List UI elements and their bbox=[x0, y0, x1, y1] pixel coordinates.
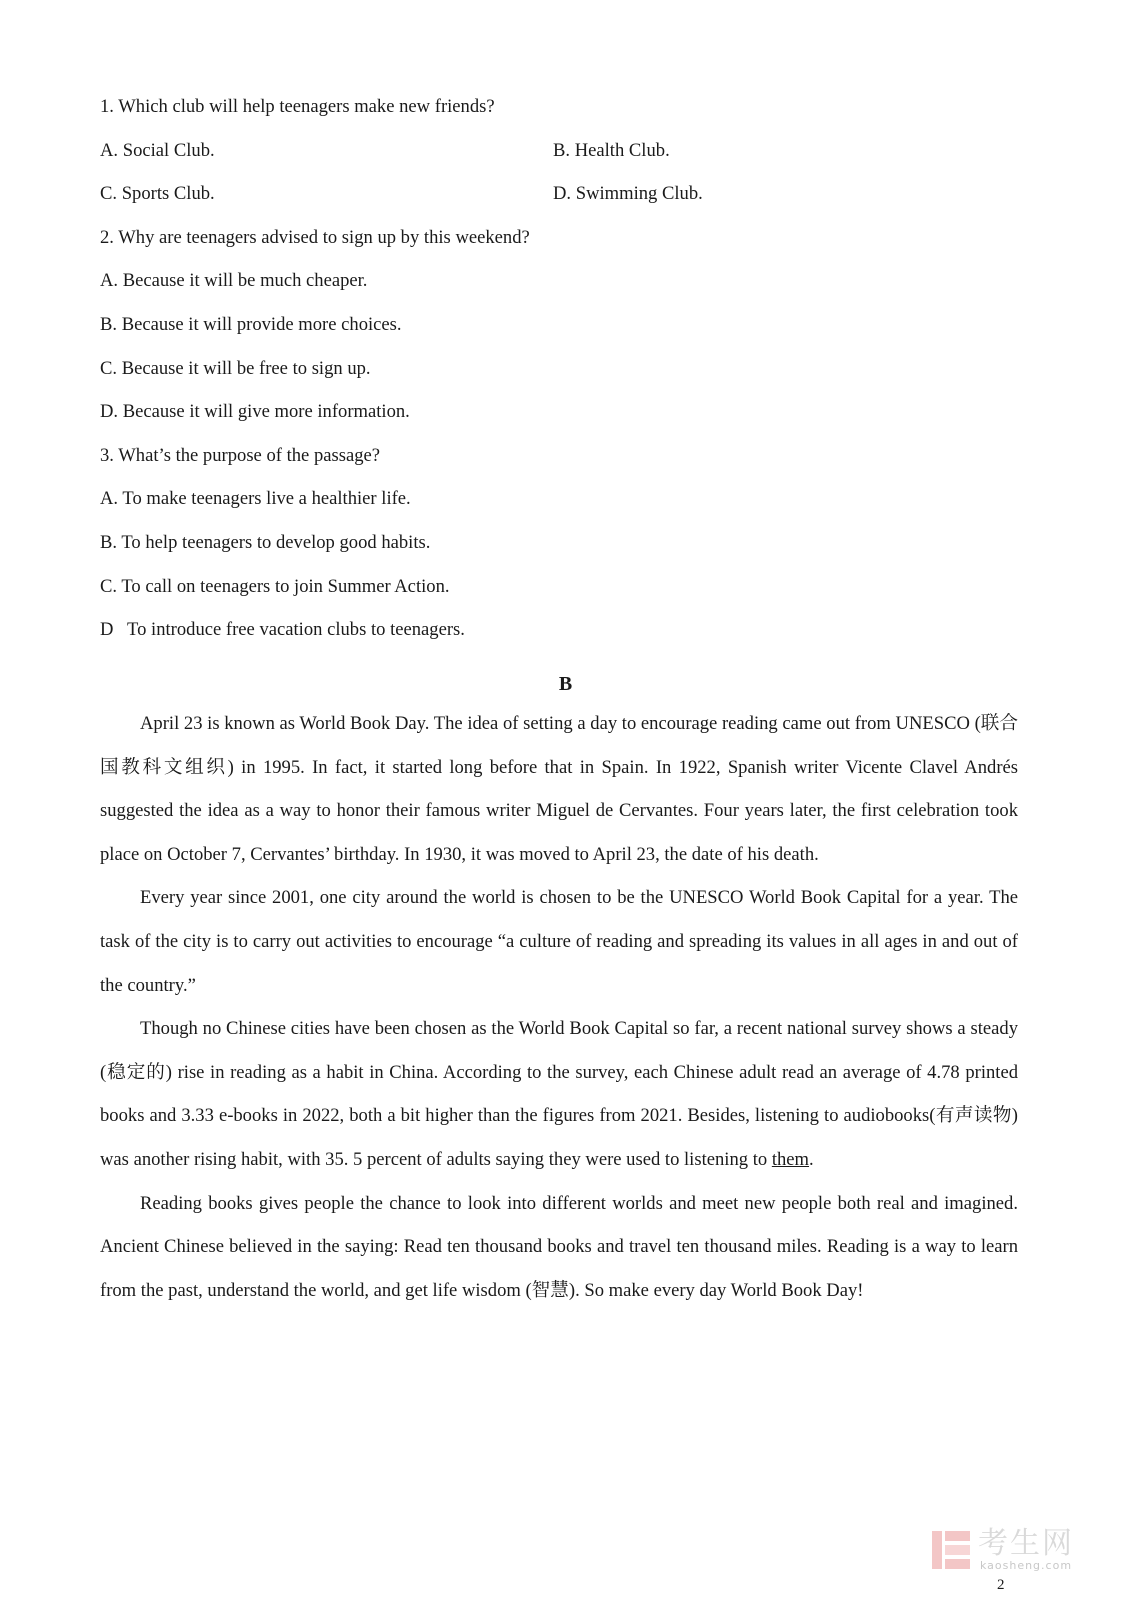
question-3-option-c: C. To call on teenagers to join Summer Action. bbox=[100, 575, 450, 597]
question-1-option-d: D. Swimming Club. bbox=[553, 183, 703, 205]
passage-b bbox=[100, 702, 1018, 1312]
underlined-word-them: them bbox=[771, 1148, 810, 1170]
question-2-option-a: A. Because it will be much cheaper. bbox=[100, 270, 368, 292]
passage-paragraph-2: Every year since 2001, one city around the world is chosen to be the UNESCO World Book Capital for a year. The task of the city is to carry out activities to encourage “a culture of reading and spreading its values in all ages in and out of the country.” bbox=[100, 887, 1018, 996]
paragraph-3-end-punct: . bbox=[809, 1148, 814, 1170]
passage-paragraph-3 bbox=[100, 1007, 1018, 1181]
question-2-stem: 2. Why are teenagers advised to sign up by this weekend? bbox=[100, 226, 530, 248]
question-2-option-d: D. Because it will give more information. bbox=[100, 401, 410, 423]
question-1-options-row-2 bbox=[100, 177, 1040, 221]
question-3-option-a: A. To make teenagers live a healthier life. bbox=[100, 488, 411, 510]
question-2-option-b: B. Because it will provide more choices. bbox=[100, 313, 402, 335]
question-1-option-b: B. Health Club. bbox=[553, 139, 670, 161]
question-3-option-d: D To introduce free vacation clubs to teenagers. bbox=[100, 619, 465, 641]
passage-paragraph-1: April 23 is known as World Book Day. The idea of setting a day to encourage reading came out from UNESCO (联合国教科文组织) in 1995. In fact, it started long before that in Spain. In 1922, Spanish writer Vicente Clavel Andrés suggested the idea as a way to honor their famous writer Miguel de Cervantes. Four years later, the first celebration took place on October 7, Cervantes’ birthday. In 1930, it was moved to April 23, the date of his death. bbox=[100, 713, 1018, 865]
watermark-name: 考生网 bbox=[978, 1526, 1074, 1561]
question-list bbox=[100, 90, 1040, 657]
question-1-option-a: A. Social Club. bbox=[100, 139, 215, 161]
watermark-url: kaosheng.com bbox=[979, 1559, 1073, 1572]
passage-paragraph-3-text: Though no Chinese cities have been chosen as the World Book Capital so far, a recent national survey shows a steady (稳定的) rise in reading as a habit in China. According to the survey, each Chinese adult read an average of 4.78 printed books and 3.33 e-books in 2022, both a bit higher than the figures from 2021. Besides, listening to audiobooks(有声读物) was another rising habit, with 35. 5 percent of adults saying they were used to listening to bbox=[100, 1018, 1018, 1170]
question-3-stem: 3. What’s the purpose of the passage? bbox=[100, 444, 381, 466]
question-1-options-row-1 bbox=[100, 134, 1040, 178]
passage-paragraph-4: Reading books gives people the chance to look into different worlds and meet new people both real and imagined. Ancient Chinese believed in the saying: Read ten thousand books and travel ten thousand miles. Reading is a way to learn from the past, understand the world, and get life wisdom (智慧). So make every day World Book Day! bbox=[100, 1192, 1018, 1301]
question-3-option-b: B. To help teenagers to develop good habits. bbox=[100, 531, 431, 553]
section-b-title: B bbox=[558, 673, 573, 695]
question-2-option-c: C. Because it will be free to sign up. bbox=[100, 357, 371, 379]
question-1-option-c: C. Sports Club. bbox=[100, 183, 215, 205]
kaosheng-logo-icon bbox=[930, 1529, 972, 1571]
page-number: 2 bbox=[997, 1577, 1005, 1593]
question-1-stem: 1. Which club will help teenagers make new friends? bbox=[100, 96, 495, 117]
kaosheng-watermark bbox=[930, 1528, 1074, 1572]
